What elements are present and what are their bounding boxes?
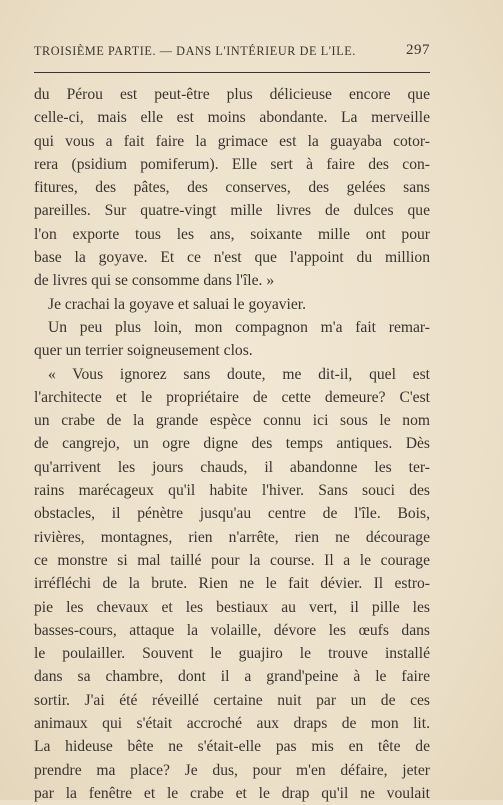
text-line: obstacles, il pénètre jusqu'au centre de l'île. Bois,	[34, 505, 430, 523]
text-line: de livres qui se consomme dans l'île. »	[34, 272, 275, 290]
text-line: l'on exporte tous les ans, soixante mille ont pour	[34, 225, 430, 243]
text-line: rera (psidium pomiferum). Elle sert à faire des con-	[34, 155, 430, 173]
text-line: animaux qui s'était accroché aux draps de mon lit.	[34, 715, 430, 733]
text-line: Un peu plus loin, mon compagnon m'a fait remar-	[48, 318, 430, 336]
text-line: Je crachai la goyave et saluai le goyavier.	[48, 295, 307, 313]
text-line: quer un terrier soigneusement clos.	[34, 342, 253, 360]
text-line: La hideuse bête ne s'était-elle pas mis en tête de	[34, 738, 430, 756]
text-line: rains marécageux qu'il habite l'hiver. Sans souci des	[34, 482, 430, 500]
body-text	[34, 83, 430, 805]
text-line: du Pérou est peut-être plus délicieuse encore que	[34, 86, 430, 103]
text-line: irréfléchi de la brute. Rien ne le fait dévier. Il estro-	[34, 575, 430, 593]
text-line: prendre ma place? Je dus, pour m'en défaire, jeter	[34, 761, 430, 779]
text-line: « Vous ignorez sans doute, me dit-il, quel est	[48, 365, 430, 383]
text-line: base la goyave. Et ce n'est que l'appoint du million	[34, 249, 430, 267]
page-number: 297	[406, 42, 430, 58]
text-line: celle-ci, mais elle est moins abondante. La merveille	[34, 109, 430, 127]
text-line: dans sa chambre, dont il a grand'peine à le faire	[34, 668, 430, 686]
running-header-title: TROISIÈME PARTIE. — DANS L'INTÉRIEUR DE L'ILE.	[34, 44, 356, 58]
text-line: le poulailler. Souvent le guajiro le trouve installé	[34, 645, 430, 663]
text-line: l'architecte et le propriétaire de cette demeure? C'est	[34, 388, 430, 406]
text-line: basses-cours, attaque la volaille, dévore les œufs dans	[34, 621, 430, 639]
text-line: qui vous a fait faire la grimace est la guayaba cotor-	[34, 132, 430, 150]
running-header	[34, 44, 430, 66]
text-line: de cangrejo, un ogre digne des temps antiques. Dès	[34, 435, 430, 453]
text-line: ce monstre si mal taillé pour la course. Il a le courage	[34, 551, 430, 569]
text-line: un crabe de la grande espèce connu ici sous le nom	[34, 412, 430, 430]
text-line: qu'arrivent les jours chauds, il abandonne les ter-	[34, 458, 430, 476]
text-line: pareilles. Sur quatre-vingt mille livres de dulces que	[34, 202, 430, 220]
text-line: par la fenêtre et le crabe et le drap qu'il ne voulait	[34, 784, 430, 802]
text-line: pie les chevaux et les bestiaux au vert, il pille les	[34, 598, 430, 616]
text-line: rivières, montagnes, rien n'arrête, rien ne décourage	[34, 528, 430, 546]
header-rule	[34, 72, 430, 73]
text-line: sortir. J'ai été réveillé certaine nuit par un de ces	[34, 691, 430, 709]
text-line: fitures, des pâtes, des conserves, des gelées sans	[34, 179, 430, 197]
